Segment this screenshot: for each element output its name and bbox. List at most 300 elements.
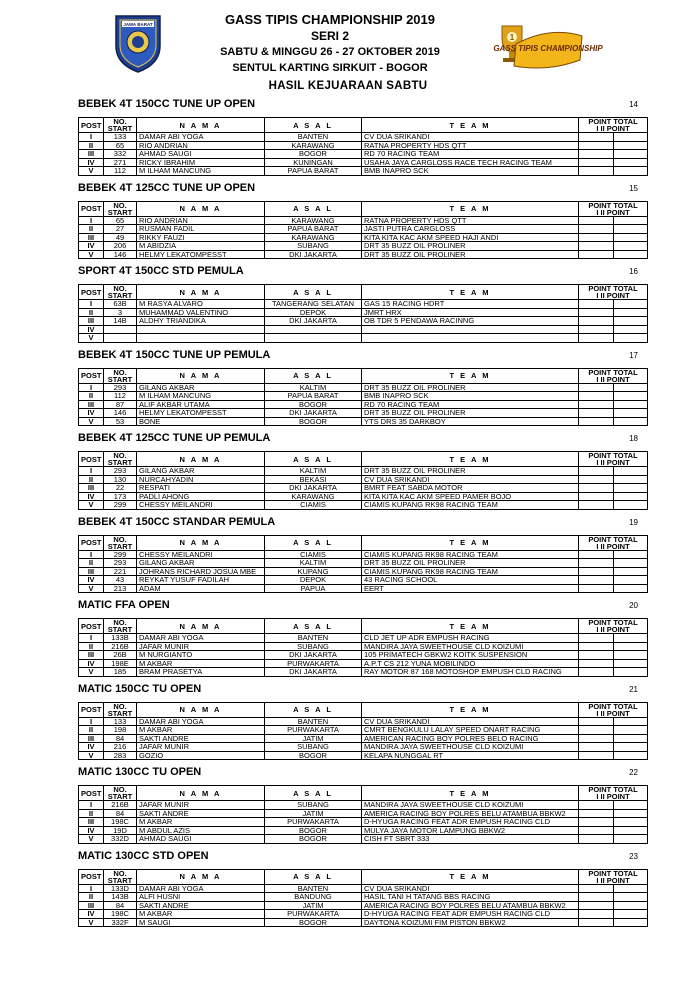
post-header (79, 702, 104, 717)
team-header (362, 702, 579, 717)
position-cell: II (79, 893, 104, 902)
rider-name-cell: MUHAMMAD VALENTINO (137, 308, 265, 317)
results-table (78, 284, 648, 343)
team-cell: DRT 35 BUZZ OIL PROLINER (362, 409, 579, 418)
point-header-text: I II POINT (596, 792, 630, 801)
section-header (78, 347, 648, 363)
point-total-header (579, 786, 648, 801)
rider-name-cell: M ILHAM MANCUNG (137, 167, 265, 176)
origin-cell: BOGOR (265, 751, 362, 760)
point-cell (579, 242, 614, 251)
point-header-text: POINT TOTAL (588, 284, 638, 293)
point-cell (579, 567, 614, 576)
no-start-header (104, 619, 137, 634)
point-cell (579, 801, 614, 810)
table-row (79, 317, 648, 326)
total-point-cell (613, 467, 648, 476)
class-number: 22 (629, 768, 638, 777)
position-cell: V (79, 250, 104, 259)
origin-cell: BOGOR (265, 826, 362, 835)
point-cell (579, 651, 614, 660)
team-cell: USAHA JAYA CARGLOSS RACE TECH RACING TEAM (362, 158, 579, 167)
no-start-header-text: START (107, 541, 133, 551)
position-cell: II (79, 308, 104, 317)
asal-header-text: A S A L (293, 621, 333, 631)
total-point-cell (613, 158, 648, 167)
origin-cell: SUBANG (265, 743, 362, 752)
team-cell: 105 PRIMATECH GBKW2 KOITK SUSPENSION (362, 651, 579, 660)
race-class-section (78, 263, 648, 347)
table-row (79, 392, 648, 401)
total-point-cell (613, 559, 648, 568)
total-point-cell (613, 325, 648, 334)
point-cell (579, 901, 614, 910)
table-row (79, 835, 648, 844)
start-number-cell: 22 (104, 484, 137, 493)
team-cell: MULYA JAYA MOTOR LAMPUNG BBKW2 (362, 826, 579, 835)
total-point-cell (613, 910, 648, 919)
start-number-cell: 65 (104, 141, 137, 150)
point-cell (579, 743, 614, 752)
asal-header-text: A S A L (293, 872, 333, 881)
class-title: BEBEK 4T 150CC TUNE UP PEMULA (78, 348, 271, 361)
race-class-section (78, 96, 648, 180)
post-header (79, 535, 104, 550)
team-cell: DRT 35 BUZZ OIL PROLINER (362, 467, 579, 476)
team-cell: DRT 35 BUZZ OIL PROLINER (362, 242, 579, 251)
team-cell: EERT (362, 584, 579, 593)
section-header (78, 597, 648, 613)
svg-text:1: 1 (509, 33, 515, 42)
point-cell (579, 300, 614, 309)
start-number-cell: 84 (104, 809, 137, 818)
total-point-cell (613, 392, 648, 401)
origin-cell: CIAMIS (265, 501, 362, 510)
origin-cell: DKI JAKARTA (265, 250, 362, 259)
start-number-cell: 198C (104, 818, 137, 827)
rider-name-cell: DAMAR ABI YOGA (137, 133, 265, 142)
total-point-cell (613, 918, 648, 927)
team-cell: AMERICA RACING BOY POLRES BELU ATAMBUA BBKW2 (362, 809, 579, 818)
start-number-cell: 133 (104, 717, 137, 726)
origin-cell: BANTEN (265, 133, 362, 142)
nama-header-text: N A M A (179, 120, 222, 130)
position-cell: IV (79, 576, 104, 585)
table-row (79, 910, 648, 919)
start-number-cell: 198 (104, 726, 137, 735)
point-cell (579, 584, 614, 593)
no-start-header-text: START (107, 458, 133, 467)
rider-name-cell: HELMY LEKATOMPESST (137, 250, 265, 259)
point-header-text: I II POINT (596, 374, 630, 384)
point-cell (579, 475, 614, 484)
results-table (78, 368, 648, 427)
position-cell: V (79, 918, 104, 927)
origin-cell: BANTEN (265, 634, 362, 643)
point-header-text: POINT TOTAL (588, 868, 638, 878)
table-row (79, 918, 648, 927)
nama-header-text: N A M A (179, 287, 222, 297)
total-point-cell (613, 475, 648, 484)
origin-cell: PAPUA BARAT (265, 167, 362, 176)
rider-name-cell: RIO ANDRIAN (137, 216, 265, 225)
asal-header-text: A S A L (293, 287, 333, 297)
nama-header (137, 619, 265, 634)
rider-name-cell: M RASYA ALVARO (137, 300, 265, 309)
nama-header-text: N A M A (179, 788, 222, 798)
asal-header (265, 285, 362, 300)
no-start-header (104, 368, 137, 383)
rider-name-cell: CHESSY MEILANDRI (137, 550, 265, 559)
position-cell: IV (79, 659, 104, 668)
point-header-text: I II POINT (596, 625, 630, 634)
no-start-header-text: NO. (113, 367, 127, 377)
table-row (79, 751, 648, 760)
point-cell (579, 717, 614, 726)
point-total-header (579, 201, 648, 216)
point-cell (579, 225, 614, 234)
total-point-cell (613, 717, 648, 726)
class-number: 16 (629, 267, 638, 276)
race-class-section (78, 681, 648, 765)
right-logo-text: GASS TIPIS CHAMPIONSHIP (493, 44, 603, 53)
event-series: SERI 2 (310, 29, 349, 43)
total-point-cell (613, 884, 648, 893)
start-number-cell: 84 (104, 734, 137, 743)
origin-cell: KARAWANG (265, 492, 362, 501)
rider-name-cell: RIO ANDRIAN (137, 141, 265, 150)
team-cell: HASIL TANI H TATANG BBS RACING (362, 893, 579, 902)
table-row (79, 893, 648, 902)
point-cell (579, 501, 614, 510)
table-row (79, 417, 648, 426)
start-number-cell: 27 (104, 225, 137, 234)
nama-header (137, 452, 265, 467)
rider-name-cell: SAKTI ANDRE (137, 734, 265, 743)
nama-header (137, 201, 265, 216)
point-header-text: I II POINT (596, 291, 630, 300)
point-cell (579, 884, 614, 893)
table-header-row (79, 702, 648, 717)
origin-cell: PURWAKARTA (265, 726, 362, 735)
point-total-header (579, 368, 648, 383)
total-point-cell (613, 893, 648, 902)
class-number: 14 (629, 100, 638, 109)
team-header-text: T E A M (449, 788, 491, 798)
total-point-cell (613, 383, 648, 392)
position-cell: V (79, 167, 104, 176)
class-number: 18 (629, 434, 638, 443)
start-number-cell: 133 (104, 133, 137, 142)
origin-cell: SUBANG (265, 801, 362, 810)
total-point-cell (613, 150, 648, 159)
rider-name-cell: GILANG AKBAR (137, 559, 265, 568)
class-number: 21 (629, 684, 638, 694)
point-header-text: I II POINT (596, 207, 630, 217)
no-start-header (104, 786, 137, 801)
total-point-cell (613, 567, 648, 576)
origin-cell: SUBANG (265, 242, 362, 251)
rider-name-cell: ALIF AKBAR UTAMA (137, 400, 265, 409)
nama-header-text: N A M A (179, 204, 222, 213)
point-header-text: POINT TOTAL (588, 701, 638, 711)
no-start-header-text: NO. (113, 200, 127, 210)
start-number-cell: 216B (104, 801, 137, 810)
total-point-cell (613, 167, 648, 176)
start-number-cell: 293 (104, 467, 137, 476)
total-point-cell (613, 216, 648, 225)
point-cell (579, 141, 614, 150)
team-cell: CV DUA SRIKANDI (362, 133, 579, 142)
rider-name-cell: M ABIDZIA (137, 242, 265, 251)
post-header-text: POST (81, 287, 102, 297)
origin-cell: KUNINGAN (265, 158, 362, 167)
rider-name-cell: BRAM PRASETYA (137, 668, 265, 677)
table-row (79, 300, 648, 309)
start-number-cell (104, 325, 137, 334)
point-cell (579, 216, 614, 225)
total-point-cell (613, 584, 648, 593)
start-number-cell: 43 (104, 576, 137, 585)
team-header-text: T E A M (449, 287, 491, 297)
total-point-cell (613, 651, 648, 660)
table-header-row (79, 619, 648, 634)
position-cell: IV (79, 325, 104, 334)
table-header-row (79, 285, 648, 300)
total-point-cell (613, 634, 648, 643)
start-number-cell: 173 (104, 492, 137, 501)
rider-name-cell: GILANG AKBAR (137, 467, 265, 476)
team-cell: BMRT FEAT SABDA MOTOR (362, 484, 579, 493)
rider-name-cell: M ABDUL AZIS (137, 826, 265, 835)
class-title: MATIC 130CC STD OPEN (78, 849, 209, 862)
position-cell: V (79, 334, 104, 343)
rider-name-cell: M AKBAR (137, 910, 265, 919)
team-header (362, 368, 579, 383)
start-number-cell: 130 (104, 475, 137, 484)
origin-cell: CIAMIS (265, 550, 362, 559)
section-header (78, 764, 648, 780)
no-start-header-text: START (107, 374, 133, 384)
point-cell (579, 809, 614, 818)
total-point-cell (613, 484, 648, 493)
table-row (79, 559, 648, 568)
results-sections (78, 96, 648, 931)
point-total-header (579, 535, 648, 550)
point-header-text: POINT TOTAL (588, 117, 638, 126)
point-cell (579, 634, 614, 643)
rider-name-cell: AHMAD SAUGI (137, 835, 265, 844)
origin-cell: TANGERANG SELATAN (265, 300, 362, 309)
origin-cell: DKI JAKARTA (265, 651, 362, 660)
team-header-text: T E A M (449, 538, 491, 547)
championship-title-block (180, 12, 480, 76)
rider-name-cell: ALDHY TRIANDIKA (137, 317, 265, 326)
section-header (78, 430, 648, 446)
point-cell (579, 835, 614, 844)
origin-cell: KALTIM (265, 559, 362, 568)
point-total-header (579, 702, 648, 717)
team-header-text: T E A M (449, 371, 491, 380)
start-number-cell: 332D (104, 835, 137, 844)
rider-name-cell: DAMAR ABI YOGA (137, 884, 265, 893)
rider-name-cell: JAFAR MUNIR (137, 801, 265, 810)
start-number-cell: 216 (104, 743, 137, 752)
nama-header-text: N A M A (179, 371, 222, 380)
origin-cell: PURWAKARTA (265, 910, 362, 919)
class-title: SPORT 4T 150CC STD PEMULA (78, 265, 244, 277)
total-point-cell (613, 726, 648, 735)
team-cell: RAY MOTOR 87 168 MOTOSHOP EMPUSH CLD RACING (362, 668, 579, 677)
point-header-text: POINT TOTAL (588, 451, 638, 460)
race-class-section (78, 180, 648, 264)
rider-name-cell: RUSMAN FADIL (137, 225, 265, 234)
team-cell: CV DUA SRIKANDI (362, 884, 579, 893)
point-header-text: I II POINT (596, 458, 630, 467)
start-number-cell: 293 (104, 383, 137, 392)
total-point-cell (613, 901, 648, 910)
position-cell: I (79, 634, 104, 643)
no-start-header-text: START (107, 291, 133, 300)
total-point-cell (613, 668, 648, 677)
no-start-header-text: START (107, 708, 133, 718)
table-row (79, 743, 648, 752)
no-start-header-text: NO. (113, 284, 127, 293)
table-row (79, 726, 648, 735)
position-cell: V (79, 668, 104, 677)
position-cell: IV (79, 242, 104, 251)
origin-cell: DKI JAKARTA (265, 409, 362, 418)
origin-cell: KALTIM (265, 467, 362, 476)
class-title: BEBEK 4T 150CC TUNE UP OPEN (78, 98, 256, 110)
start-number-cell: 112 (104, 392, 137, 401)
asal-header-text: A S A L (293, 454, 333, 464)
point-cell (579, 668, 614, 677)
start-number-cell: 146 (104, 250, 137, 259)
point-cell (579, 383, 614, 392)
asal-header-text: A S A L (293, 788, 333, 798)
point-cell (579, 334, 614, 343)
position-cell: II (79, 392, 104, 401)
rider-name-cell: GOZIO (137, 751, 265, 760)
section-header (78, 96, 648, 112)
origin-cell: SUBANG (265, 642, 362, 651)
origin-cell: KARAWANG (265, 141, 362, 150)
team-header (362, 201, 579, 216)
origin-cell: DKI JAKARTA (265, 668, 362, 677)
position-cell: III (79, 400, 104, 409)
rider-name-cell: ALFI HUSNI (137, 893, 265, 902)
point-header-text: I II POINT (596, 541, 630, 551)
rider-name-cell: JAFAR MUNIR (137, 743, 265, 752)
origin-cell: BANTEN (265, 884, 362, 893)
post-header-text: POST (81, 204, 102, 213)
team-header (362, 452, 579, 467)
team-cell: RD 70 RACING TEAM (362, 150, 579, 159)
start-number-cell: 299 (104, 550, 137, 559)
total-point-cell (613, 317, 648, 326)
section-header (78, 180, 648, 196)
total-point-cell (613, 233, 648, 242)
asal-header (265, 535, 362, 550)
point-header-text: I II POINT (596, 875, 630, 885)
nama-header-text: N A M A (179, 621, 222, 631)
team-header (362, 869, 579, 884)
total-point-cell (613, 751, 648, 760)
post-header (79, 368, 104, 383)
rider-name-cell: SAKTI ANDRE (137, 901, 265, 910)
section-header (78, 263, 648, 279)
nama-header-text: N A M A (179, 872, 222, 881)
no-start-header (104, 452, 137, 467)
start-number-cell: 87 (104, 400, 137, 409)
class-number: 19 (629, 517, 638, 527)
results-table (78, 201, 648, 260)
point-cell (579, 893, 614, 902)
team-header (362, 619, 579, 634)
post-header (79, 285, 104, 300)
team-cell: CMRT BENGKULU LALAY SPEED ONART RACING (362, 726, 579, 735)
origin-cell: DEPOK (265, 576, 362, 585)
origin-cell: JATIM (265, 809, 362, 818)
no-start-header (104, 118, 137, 133)
position-cell: I (79, 717, 104, 726)
class-number: 17 (629, 350, 638, 360)
team-cell: GAS 15 RACING HDRT (362, 300, 579, 309)
no-start-header (104, 285, 137, 300)
nama-header-text: N A M A (179, 454, 222, 464)
start-number-cell: 221 (104, 567, 137, 576)
point-total-header (579, 285, 648, 300)
section-header (78, 681, 648, 697)
rider-name-cell: GILANG AKBAR (137, 383, 265, 392)
position-cell: IV (79, 409, 104, 418)
position-cell: IV (79, 826, 104, 835)
no-start-header-text: START (107, 875, 133, 885)
start-number-cell: 84 (104, 901, 137, 910)
team-header-text: T E A M (449, 120, 491, 130)
position-cell: I (79, 383, 104, 392)
results-table (78, 785, 648, 844)
rider-name-cell: BONE (137, 417, 265, 426)
start-number-cell: 112 (104, 167, 137, 176)
point-cell (579, 317, 614, 326)
start-number-cell: 14B (104, 317, 137, 326)
race-class-section (78, 430, 648, 514)
class-number: 20 (629, 601, 638, 610)
post-header-text: POST (81, 538, 102, 547)
asal-header (265, 869, 362, 884)
rider-name-cell: AHMAD SAUGI (137, 150, 265, 159)
start-number-cell: 283 (104, 751, 137, 760)
class-title: MATIC FFA OPEN (78, 599, 170, 611)
team-cell: AMERICA RACING BOY POLRES BELU ATAMBUA BBKW2 (362, 901, 579, 910)
point-cell (579, 233, 614, 242)
position-cell: II (79, 559, 104, 568)
total-point-cell (613, 576, 648, 585)
start-number-cell: 133D (104, 884, 137, 893)
post-header (79, 201, 104, 216)
asal-header (265, 118, 362, 133)
origin-cell: KALTIM (265, 383, 362, 392)
total-point-cell (613, 242, 648, 251)
rider-name-cell: PADLI AHONG (137, 492, 265, 501)
gass-tipis-trophy-logo (492, 20, 603, 78)
origin-cell: BANDUNG (265, 893, 362, 902)
total-point-cell (613, 308, 648, 317)
point-cell (579, 826, 614, 835)
asal-header (265, 702, 362, 717)
